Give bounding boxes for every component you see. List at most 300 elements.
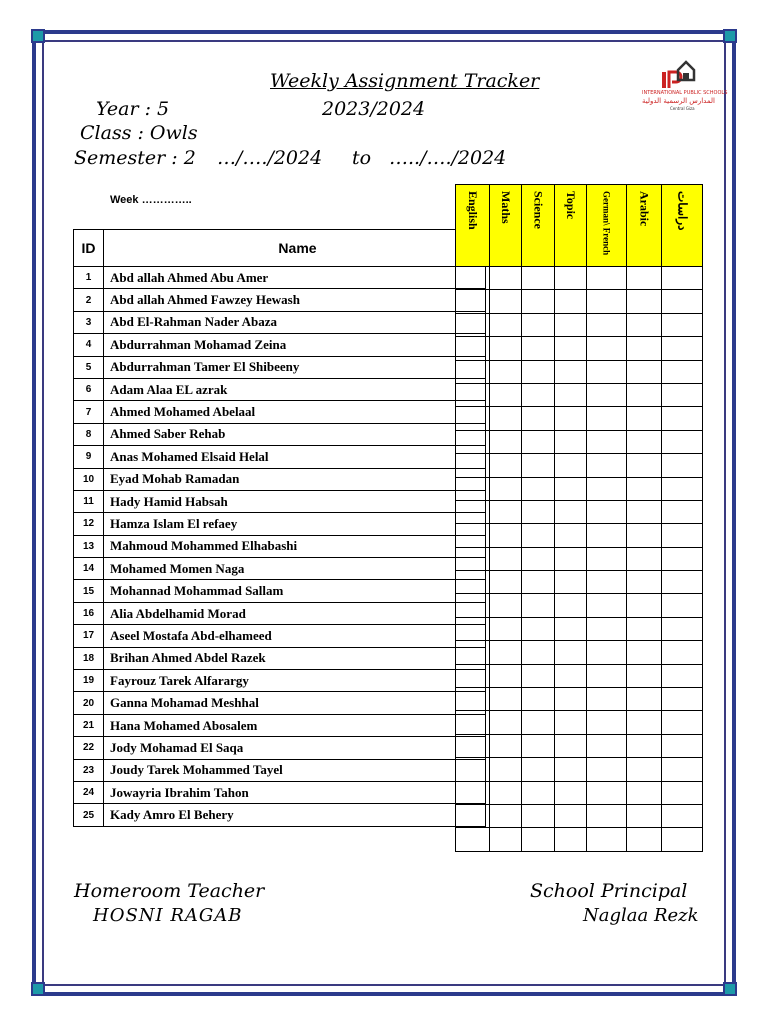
checklist-cell[interactable] [627, 664, 662, 687]
checklist-cell[interactable] [490, 828, 522, 851]
checklist-cell[interactable] [627, 571, 662, 594]
checklist-cell[interactable] [587, 430, 627, 453]
student-name: Aseel Mostafa Abd-elhameed [104, 625, 486, 647]
student-id: 20 [74, 692, 104, 714]
subject-label: Maths [499, 191, 513, 224]
checklist-cell[interactable] [627, 711, 662, 734]
logo-text-arabic: المدارس الرسمية الدولية [642, 97, 715, 105]
checklist-cell[interactable] [587, 781, 627, 804]
checklist-cell[interactable] [456, 781, 490, 804]
checklist-cell[interactable] [662, 711, 703, 734]
checklist-cell[interactable] [662, 477, 703, 500]
checklist-cell[interactable] [627, 641, 662, 664]
student-id: 12 [74, 513, 104, 535]
table-row [74, 490, 486, 512]
students-table-header [74, 230, 486, 267]
checklist-cell[interactable] [522, 524, 555, 547]
student-name: Jowayria Ibrahim Tahon [104, 781, 486, 803]
checklist-cell[interactable] [555, 360, 587, 383]
table-row [74, 356, 486, 378]
checklist-cell[interactable] [555, 290, 587, 313]
checklist-cell[interactable] [627, 267, 662, 290]
checklist-cell[interactable] [490, 337, 522, 360]
year-label: Year : 5 [96, 98, 170, 120]
checklist-row [456, 430, 703, 453]
checklist-cell[interactable] [456, 828, 490, 851]
student-name: Abd El-Rahman Nader Abaza [104, 311, 486, 333]
checklist-cell[interactable] [490, 500, 522, 523]
checklist-cell[interactable] [662, 454, 703, 477]
checklist-cell[interactable] [662, 290, 703, 313]
checklist-cell[interactable] [522, 383, 555, 406]
subject-header [522, 185, 555, 267]
checklist-cell[interactable] [662, 524, 703, 547]
checklist-cell[interactable] [627, 337, 662, 360]
checklist-cell[interactable] [555, 337, 587, 360]
student-name: Anas Mohamed Elsaid Helal [104, 446, 486, 468]
subject-header [456, 185, 490, 267]
checklist-row [456, 360, 703, 383]
student-name: Mahmoud Mohammed Elhabashi [104, 535, 486, 557]
student-name: Abd allah Ahmed Abu Amer [104, 267, 486, 289]
checklist-cell[interactable] [587, 337, 627, 360]
checklist-cell[interactable] [456, 500, 490, 523]
checklist-cell[interactable] [662, 407, 703, 430]
checklist-row [456, 758, 703, 781]
table-row [74, 334, 486, 356]
checklist-cell[interactable] [456, 664, 490, 687]
student-name: Ahmed Saber Rehab [104, 423, 486, 445]
checklist-row [456, 711, 703, 734]
checklist-cell[interactable] [456, 313, 490, 336]
checklist-cell[interactable] [490, 360, 522, 383]
student-id: 18 [74, 647, 104, 669]
table-row [74, 625, 486, 647]
checklist-cell[interactable] [522, 454, 555, 477]
school-principal-name: Naglaa Rezk [583, 905, 699, 926]
table-row [74, 535, 486, 557]
corner-ornament-top-left [31, 29, 45, 43]
checklist-cell[interactable] [587, 571, 627, 594]
student-name: Ahmed Mohamed Abelaal [104, 401, 486, 423]
week-label: Week ………….. [110, 194, 192, 206]
table-row [74, 468, 486, 490]
checklist-cell[interactable] [456, 524, 490, 547]
student-name: Mohannad Mohammad Sallam [104, 580, 486, 602]
checklist-cell[interactable] [555, 711, 587, 734]
checklist-cell[interactable] [555, 267, 587, 290]
student-name: Adam Alaa EL azrak [104, 378, 486, 400]
checklist-cell[interactable] [627, 828, 662, 851]
checklist-cell[interactable] [522, 641, 555, 664]
checklist-cell[interactable] [555, 734, 587, 757]
checklist-cell[interactable] [587, 758, 627, 781]
table-row [74, 692, 486, 714]
checklist-row [456, 734, 703, 757]
checklist-cell[interactable] [555, 594, 587, 617]
student-name: Alia Abdelhamid Morad [104, 602, 486, 624]
table-row [74, 267, 486, 289]
checklist-cell[interactable] [587, 360, 627, 383]
checklist-cell[interactable] [490, 617, 522, 640]
checklist-row [456, 571, 703, 594]
checklist-cell[interactable] [456, 758, 490, 781]
student-name: Ganna Mohamad Meshhal [104, 692, 486, 714]
checklist-cell[interactable] [490, 664, 522, 687]
checklist-cell[interactable] [587, 383, 627, 406]
student-id: 2 [74, 289, 104, 311]
checklist-cell[interactable] [522, 337, 555, 360]
checklist-cell[interactable] [490, 641, 522, 664]
checklist-cell[interactable] [490, 524, 522, 547]
checklist-cell[interactable] [662, 617, 703, 640]
checklist-cell[interactable] [587, 617, 627, 640]
table-row [74, 289, 486, 311]
checklist-cell[interactable] [490, 430, 522, 453]
checklist-cell[interactable] [662, 313, 703, 336]
checklist-cell[interactable] [587, 688, 627, 711]
checklist-cell[interactable] [662, 547, 703, 570]
student-id: 3 [74, 311, 104, 333]
student-name: Abd allah Ahmed Fawzey Hewash [104, 289, 486, 311]
checklist-row [456, 500, 703, 523]
student-name: Joudy Tarek Mohammed Tayel [104, 759, 486, 781]
checklist-cell[interactable] [522, 781, 555, 804]
table-row [74, 670, 486, 692]
checklist-cell[interactable] [490, 781, 522, 804]
checklist-row [456, 781, 703, 804]
checklist-cell[interactable] [490, 758, 522, 781]
checklist-row [456, 524, 703, 547]
checklist-cell[interactable] [555, 617, 587, 640]
checklist-cell[interactable] [555, 407, 587, 430]
checklist-cell[interactable] [456, 290, 490, 313]
checklist-cell[interactable] [555, 828, 587, 851]
class-label: Class : Owls [80, 122, 198, 144]
logo-text-english: INTERNATIONAL PUBLIC SCHOOLS [642, 90, 728, 96]
checklist-cell[interactable] [587, 641, 627, 664]
checklist-cell[interactable] [456, 430, 490, 453]
checklist-cell[interactable] [456, 267, 490, 290]
checklist-cell[interactable] [490, 594, 522, 617]
page-title: Weekly Assignment Tracker [270, 70, 540, 92]
subject-checklist-grid [455, 184, 703, 852]
subject-header [555, 185, 587, 267]
subject-header [627, 185, 662, 267]
checklist-cell[interactable] [587, 594, 627, 617]
checklist-cell[interactable] [522, 664, 555, 687]
checklist-cell[interactable] [662, 267, 703, 290]
school-logo [642, 60, 728, 120]
school-principal-label: School Principal [530, 880, 688, 902]
checklist-row [456, 664, 703, 687]
student-name: Abdurrahman Tamer El Shibeeny [104, 356, 486, 378]
subject-header [587, 185, 627, 267]
checklist-cell[interactable] [456, 711, 490, 734]
table-row [74, 781, 486, 803]
checklist-cell[interactable] [662, 430, 703, 453]
checklist-row [456, 267, 703, 290]
table-row [74, 737, 486, 759]
checklist-cell[interactable] [555, 547, 587, 570]
checklist-cell[interactable] [555, 524, 587, 547]
student-id: 23 [74, 759, 104, 781]
checklist-cell[interactable] [587, 524, 627, 547]
student-id: 7 [74, 401, 104, 423]
subject-label: Topic [564, 191, 578, 220]
student-id: 16 [74, 602, 104, 624]
checklist-cell[interactable] [587, 407, 627, 430]
table-row [74, 423, 486, 445]
table-row [74, 401, 486, 423]
checklist-cell[interactable] [627, 547, 662, 570]
checklist-cell[interactable] [555, 758, 587, 781]
checklist-cell[interactable] [587, 828, 627, 851]
checklist-cell[interactable] [555, 688, 587, 711]
checklist-cell[interactable] [490, 407, 522, 430]
homeroom-teacher-name: HOSNI RAGAB [93, 905, 243, 926]
checklist-cell[interactable] [627, 594, 662, 617]
student-id: 6 [74, 378, 104, 400]
checklist-cell[interactable] [555, 383, 587, 406]
checklist-cell[interactable] [662, 664, 703, 687]
checklist-cell[interactable] [490, 571, 522, 594]
checklist-cell[interactable] [522, 804, 555, 827]
checklist-cell[interactable] [662, 688, 703, 711]
checklist-cell[interactable] [662, 360, 703, 383]
checklist-cell[interactable] [627, 500, 662, 523]
checklist-cell[interactable] [490, 477, 522, 500]
checklist-cell[interactable] [587, 313, 627, 336]
checklist-cell[interactable] [555, 804, 587, 827]
student-name: Eyad Mohab Ramadan [104, 468, 486, 490]
checklist-cell[interactable] [627, 758, 662, 781]
checklist-cell[interactable] [456, 734, 490, 757]
checklist-cell[interactable] [522, 594, 555, 617]
checklist-cell[interactable] [490, 688, 522, 711]
checklist-row [456, 617, 703, 640]
checklist-row [456, 383, 703, 406]
checklist-cell[interactable] [456, 641, 490, 664]
checklist-cell[interactable] [522, 477, 555, 500]
checklist-cell[interactable] [522, 758, 555, 781]
table-row [74, 446, 486, 468]
column-header-id: ID [74, 230, 104, 267]
checklist-rows [456, 267, 703, 852]
checklist-cell[interactable] [627, 804, 662, 827]
checklist-cell[interactable] [627, 383, 662, 406]
checklist-cell[interactable] [587, 547, 627, 570]
checklist-cell[interactable] [490, 711, 522, 734]
checklist-cell[interactable] [490, 267, 522, 290]
checklist-cell[interactable] [522, 617, 555, 640]
table-row [74, 580, 486, 602]
table-row [74, 647, 486, 669]
subject-label: دراسات [675, 191, 690, 231]
corner-ornament-top-right [723, 29, 737, 43]
checklist-cell[interactable] [555, 477, 587, 500]
student-name: Hamza Islam El refaey [104, 513, 486, 535]
student-id: 11 [74, 490, 104, 512]
student-id: 24 [74, 781, 104, 803]
checklist-cell[interactable] [662, 734, 703, 757]
student-id: 1 [74, 267, 104, 289]
checklist-cell[interactable] [456, 594, 490, 617]
checklist-cell[interactable] [490, 804, 522, 827]
checklist-cell[interactable] [587, 734, 627, 757]
checklist-row [456, 290, 703, 313]
student-name: Brihan Ahmed Abdel Razek [104, 647, 486, 669]
checklist-cell[interactable] [555, 571, 587, 594]
student-id: 5 [74, 356, 104, 378]
checklist-cell[interactable] [627, 734, 662, 757]
checklist-cell[interactable] [490, 313, 522, 336]
student-name: Kady Amro El Behery [104, 804, 486, 826]
checklist-row [456, 828, 703, 851]
checklist-cell[interactable] [456, 688, 490, 711]
checklist-cell[interactable] [587, 664, 627, 687]
checklist-cell[interactable] [587, 454, 627, 477]
checklist-cell[interactable] [555, 781, 587, 804]
checklist-cell[interactable] [490, 454, 522, 477]
table-row [74, 602, 486, 624]
table-row [74, 558, 486, 580]
checklist-cell[interactable] [522, 290, 555, 313]
checklist-cell[interactable] [456, 547, 490, 570]
students-table [73, 229, 486, 827]
table-row [74, 759, 486, 781]
checklist-cell[interactable] [662, 594, 703, 617]
table-row [74, 378, 486, 400]
checklist-row [456, 407, 703, 430]
checklist-cell[interactable] [490, 547, 522, 570]
checklist-cell[interactable] [662, 500, 703, 523]
checklist-cell[interactable] [522, 500, 555, 523]
semester-label: Semester : 2 [74, 147, 196, 169]
checklist-cell[interactable] [627, 360, 662, 383]
subject-header-row [456, 185, 703, 267]
date-from: …/…./2024 [217, 147, 323, 169]
checklist-cell[interactable] [555, 430, 587, 453]
homeroom-teacher-label: Homeroom Teacher [74, 880, 265, 902]
checklist-cell[interactable] [627, 617, 662, 640]
student-id: 17 [74, 625, 104, 647]
checklist-cell[interactable] [522, 267, 555, 290]
checklist-cell[interactable] [522, 547, 555, 570]
checklist-cell[interactable] [456, 571, 490, 594]
checklist-cell[interactable] [662, 804, 703, 827]
student-id: 9 [74, 446, 104, 468]
checklist-cell[interactable] [490, 383, 522, 406]
corner-ornament-bottom-left [31, 982, 45, 996]
checklist-cell[interactable] [627, 524, 662, 547]
checklist-cell[interactable] [627, 688, 662, 711]
checklist-cell[interactable] [522, 734, 555, 757]
checklist-cell[interactable] [555, 454, 587, 477]
checklist-cell[interactable] [456, 617, 490, 640]
checklist-cell[interactable] [662, 337, 703, 360]
checklist-cell[interactable] [522, 828, 555, 851]
checklist-cell[interactable] [627, 454, 662, 477]
checklist-cell[interactable] [456, 477, 490, 500]
checklist-cell[interactable] [522, 688, 555, 711]
table-row [74, 804, 486, 826]
checklist-cell[interactable] [587, 500, 627, 523]
checklist-cell[interactable] [456, 360, 490, 383]
checklist-cell[interactable] [456, 454, 490, 477]
checklist-cell[interactable] [587, 477, 627, 500]
subject-header [662, 185, 703, 267]
checklist-cell[interactable] [662, 571, 703, 594]
student-name: Hady Hamid Habsah [104, 490, 486, 512]
checklist-cell[interactable] [627, 290, 662, 313]
student-name: Fayrouz Tarek Alfarargy [104, 670, 486, 692]
checklist-cell[interactable] [627, 407, 662, 430]
checklist-cell[interactable] [555, 641, 587, 664]
checklist-cell[interactable] [522, 711, 555, 734]
checklist-cell[interactable] [456, 383, 490, 406]
checklist-cell[interactable] [587, 804, 627, 827]
checklist-cell[interactable] [587, 711, 627, 734]
subject-label: German\ French [601, 191, 612, 256]
checklist-cell[interactable] [662, 641, 703, 664]
checklist-cell[interactable] [627, 781, 662, 804]
student-id: 14 [74, 558, 104, 580]
student-name: Mohamed Momen Naga [104, 558, 486, 580]
checklist-cell[interactable] [627, 430, 662, 453]
checklist-cell[interactable] [456, 407, 490, 430]
checklist-cell[interactable] [490, 290, 522, 313]
checklist-cell[interactable] [587, 290, 627, 313]
checklist-cell[interactable] [522, 571, 555, 594]
checklist-row [456, 641, 703, 664]
checklist-cell[interactable] [587, 267, 627, 290]
subject-label: Arabic [637, 191, 652, 227]
student-id: 22 [74, 737, 104, 759]
checklist-cell[interactable] [662, 758, 703, 781]
checklist-cell[interactable] [555, 313, 587, 336]
checklist-cell[interactable] [522, 430, 555, 453]
checklist-cell[interactable] [522, 407, 555, 430]
checklist-cell[interactable] [627, 313, 662, 336]
checklist-cell[interactable] [662, 781, 703, 804]
checklist-cell[interactable] [456, 337, 490, 360]
student-id: 4 [74, 334, 104, 356]
checklist-cell[interactable] [522, 313, 555, 336]
checklist-cell[interactable] [522, 360, 555, 383]
checklist-cell[interactable] [555, 500, 587, 523]
student-id: 15 [74, 580, 104, 602]
checklist-row [456, 313, 703, 336]
checklist-cell[interactable] [662, 828, 703, 851]
checklist-row [456, 337, 703, 360]
checklist-cell[interactable] [627, 477, 662, 500]
checklist-row [456, 477, 703, 500]
checklist-cell[interactable] [456, 804, 490, 827]
student-id: 10 [74, 468, 104, 490]
student-name: Jody Mohamad El Saqa [104, 737, 486, 759]
checklist-cell[interactable] [555, 664, 587, 687]
student-id: 8 [74, 423, 104, 445]
date-to-label: to [352, 147, 372, 169]
checklist-row [456, 454, 703, 477]
checklist-cell[interactable] [490, 734, 522, 757]
student-id: 25 [74, 804, 104, 826]
subject-label: English [466, 191, 480, 230]
checklist-cell[interactable] [662, 383, 703, 406]
checklist-row [456, 547, 703, 570]
table-row [74, 513, 486, 535]
